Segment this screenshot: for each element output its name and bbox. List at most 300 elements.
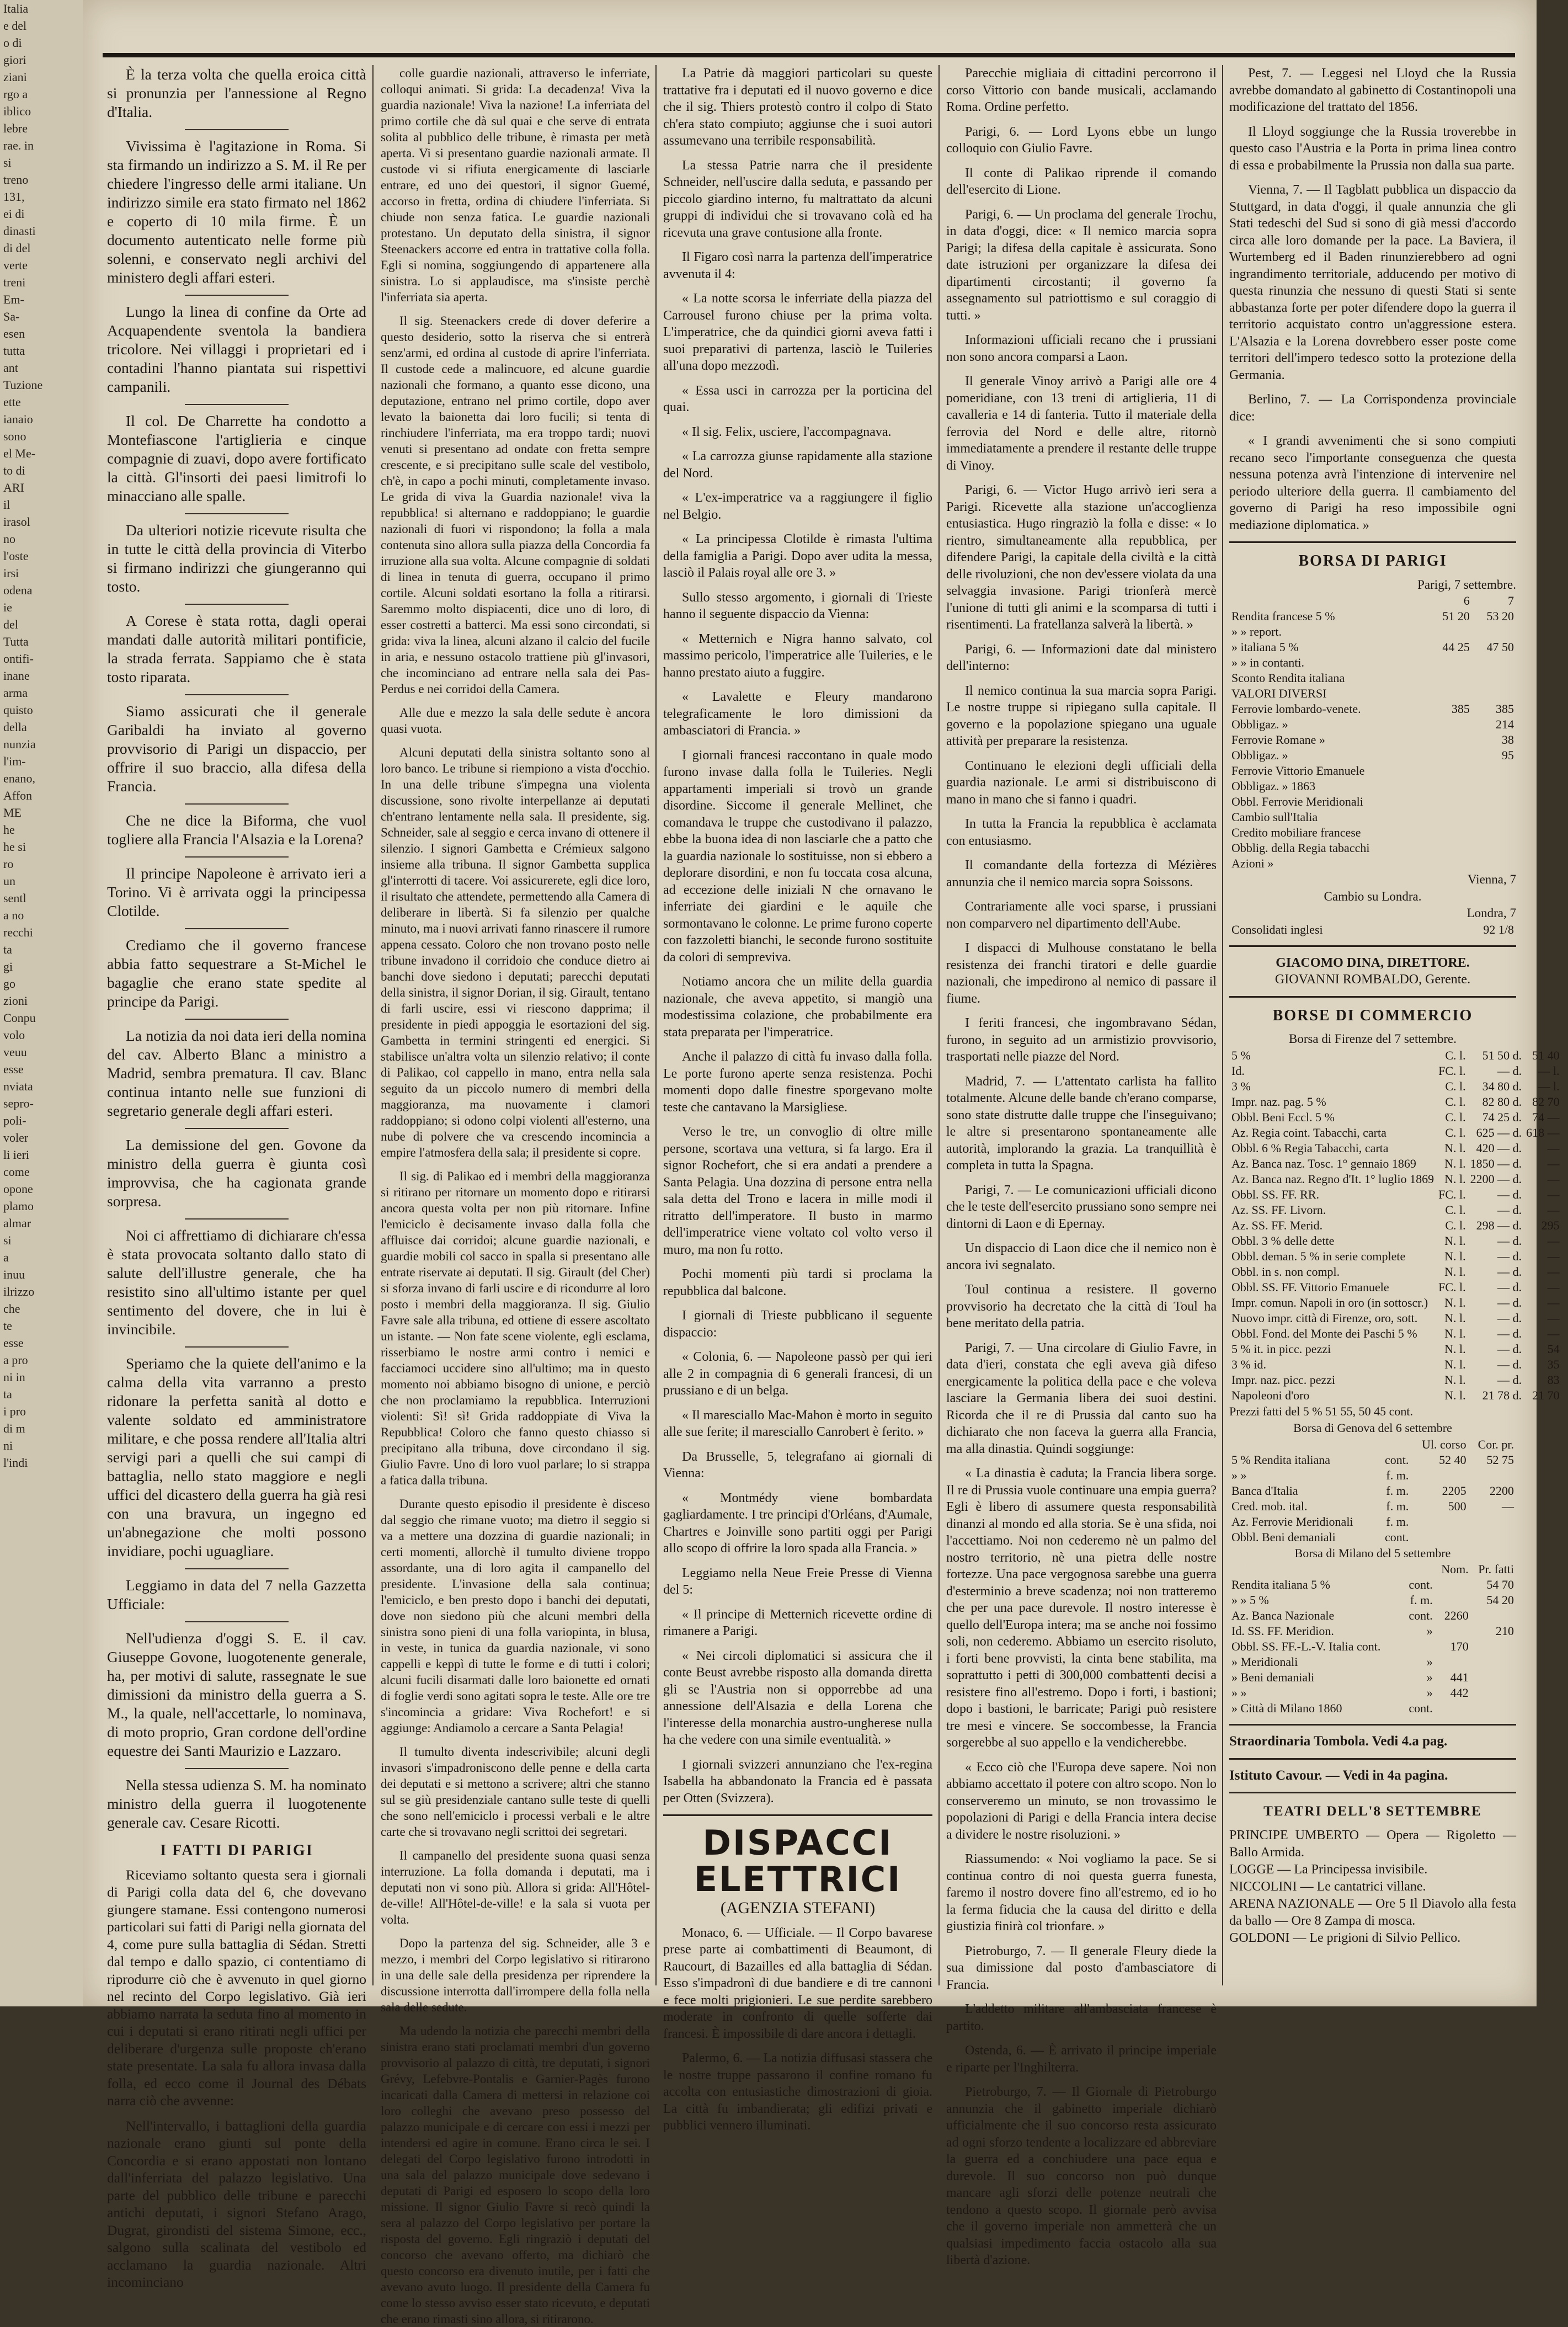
table-row: [1229, 624, 1516, 640]
table-cell: f. m.: [1386, 1483, 1409, 1498]
strip-fragment: ianaio: [3, 412, 33, 426]
table-cell: C. l.: [1445, 1125, 1466, 1139]
table-row: [1229, 1063, 1562, 1079]
milano-table: [1229, 1562, 1516, 1716]
strip-fragment: esse: [3, 1336, 24, 1350]
table-cell: 82 70: [1532, 1094, 1560, 1109]
table-cell: FC. l.: [1438, 1187, 1466, 1201]
theatre-listing: GOLDONI — Le prigioni di Silvio Pellico.: [1229, 1930, 1461, 1945]
table-row: [1229, 1079, 1562, 1094]
table-cell: — d.: [1497, 1341, 1522, 1356]
table-cell: [1472, 686, 1516, 701]
table-cell: [1428, 810, 1472, 825]
table-cell: Az. Banca Nazionale: [1231, 1609, 1335, 1622]
article-paragraph: Informazioni ufficiali recano che i prussiani non sono ancora comparsi a Laon.: [946, 333, 1217, 364]
strip-fragment: to di: [3, 464, 25, 477]
table-row: [1229, 1233, 1562, 1249]
director-credit: GIACOMO DINA, DIRETTORE.: [1276, 955, 1470, 970]
table-cell: Az. Regia coint. Tabacchi, carta: [1231, 1125, 1386, 1139]
table-row: [1229, 794, 1516, 810]
article-paragraph: Nella stessa udienza S. M. ha nominato ministro della guerra il luogotenente generale cav. Cesare Ricotti.: [107, 1776, 366, 1831]
strip-fragment: 131,: [3, 190, 25, 204]
strip-fragment: quisto: [3, 703, 33, 717]
table-cell: [1428, 794, 1472, 810]
strip-fragment: sono: [3, 429, 26, 443]
strip-fragment: ei di: [3, 207, 25, 221]
short-divider: [185, 694, 289, 695]
article-paragraph: Noi ci affrettiamo di dichiarare ch'essa è stata provocata soltanto dallo stato di salute dell'illustre generale, che ha resistito sino all'ultimo istante per quel sentimento del dovere, che in lui è invincibile.: [107, 1227, 366, 1338]
divider: [1229, 1792, 1516, 1793]
article-paragraph: Berlino, 7. — La Corrispondenza provinciale dice:: [1229, 392, 1516, 424]
table-cell: N. l.: [1444, 1141, 1466, 1155]
table-row: [1229, 1295, 1562, 1311]
table-cell: —: [1547, 1172, 1560, 1186]
table-cell: — d.: [1497, 1264, 1522, 1279]
table-header: [1229, 1437, 1516, 1452]
borsa-parigi-title: BORSA DI PARIGI: [1298, 552, 1447, 569]
section-heading: I FATTI DI PARIGI: [160, 1842, 313, 1859]
gerente-credit: GIOVANNI ROMBALDO, Gerente.: [1274, 972, 1471, 987]
prezzi-fatti: Prezzi fatti del 5 % 51 55, 50 45 cont.: [1229, 1404, 1413, 1418]
article-paragraph: Dopo la partenza del sig. Schneider, alle 3 e mezzo, i membri del Corpo legislativo si ritirarono in una delle sale della presidenza per riprendere la discussione interrotta dall'irrompere della folla nella sala delle sedute.: [381, 1936, 650, 2014]
strip-fragment: della: [3, 720, 27, 734]
column-5: [1229, 65, 1560, 1996]
table-cell: 74 25 d.: [1482, 1110, 1522, 1124]
article-paragraph: Verso le tre, un convoglio di oltre mille persone, scortava una vettura, si fa largo. Era il signor Rochefort, che si era andati a prendere a Santa Pelagia. Una dozzina di persone entra nella sala detta del Trono e lacera in mille modi il ritratto dell'imperatore. Il busto in marmo dell'imperatrice viene voltato col volto verso il muro, ma non fu rotto.: [663, 1125, 932, 1257]
consolidati-row: [1229, 922, 1516, 938]
table-row: [1229, 1141, 1562, 1156]
table-cell: [1411, 1468, 1468, 1483]
table-cell: C. l.: [1445, 1110, 1466, 1124]
divider: [1229, 1724, 1516, 1726]
strip-fragment: verte: [3, 258, 28, 272]
londra-cambio: Cambio su Londra.: [1324, 889, 1422, 903]
article-paragraph: Crediamo che il governo francese abbia fatto sequestrare a St-Michel le bagaglie che erano state spedite al principe da Parigi.: [107, 936, 366, 1010]
article-paragraph: Che ne dice la Biforma, che vuol togliere alla Francia l'Alsazia e la Lorena?: [107, 812, 366, 848]
top-rule: [103, 53, 1515, 57]
strip-fragment: go: [3, 977, 15, 991]
article-paragraph: Parigi, 6. — Lord Lyons ebbe un lungo colloquio con Giulio Favre.: [946, 124, 1217, 156]
column-rule: [938, 65, 940, 1985]
table-cell: — d.: [1497, 1311, 1522, 1325]
article-paragraph: Il Figaro così narra la partenza dell'imperatrice avvenuta il 4:: [663, 250, 932, 281]
table-row: [1229, 1110, 1562, 1125]
table-cell: cont.: [1384, 1530, 1409, 1544]
table-cell: Ferrovie lombardo-venete.: [1231, 702, 1361, 716]
column-3: [663, 65, 932, 2133]
short-divider: [185, 928, 289, 929]
table-cell: 1850 — d.: [1470, 1156, 1522, 1170]
article-paragraph: « La carrozza giunse rapidamente alla stazione del Nord.: [663, 449, 932, 481]
short-divider: [185, 604, 289, 605]
table-row: [1229, 1249, 1562, 1264]
table-row: [1229, 1172, 1562, 1187]
table-cell: »: [1426, 1686, 1433, 1700]
table-row: [1229, 1468, 1516, 1483]
table-cell: cont.: [1409, 1609, 1433, 1622]
table-cell: Impr. naz. picc. pezzi: [1231, 1372, 1336, 1387]
table-cell: [1428, 748, 1472, 763]
table-cell: C. l.: [1445, 1094, 1466, 1109]
strip-fragment: l'oste: [3, 549, 29, 563]
article-paragraph: Riceviamo soltanto questa sera i giornali di Parigi colla data del 6, che dovevano giungere stamane. Essi contengono numerosi particolari sui fatti di Parigi nella giornata del 4, come pure sulla battaglia di Sédan. Stretti dal tempo e dallo spazio, ci contentiamo di riprodurre ciò che è avvenuto in quel giorno nel recinto del Corpo legislativo. Già ieri abbiamo narrata la seduta fino al momento in cui i deputati si erano ritirati negli uffici per deliberare d'urgenza sulle proposte ch'erano state presentate. La sala fu allora invasa dalla folla, ed ecco come il Journal des Débats narra ciò che avvenne:: [107, 1866, 366, 2108]
strip-fragment: giori: [3, 53, 26, 67]
article-paragraph: In tutta la Francia la repubblica è acclamata con entusiasmo.: [946, 817, 1217, 848]
table-row: [1229, 840, 1516, 856]
table-row: [1229, 1639, 1516, 1654]
strip-fragment: dinasti: [3, 224, 36, 238]
table-row: [1229, 717, 1516, 732]
table-row: [1229, 1156, 1562, 1172]
table-cell: 385: [1496, 702, 1514, 716]
table-cell: » »: [1231, 1468, 1247, 1482]
strip-fragment: volo: [3, 1028, 25, 1042]
strip-fragment: he: [3, 823, 15, 837]
short-divider: [185, 1128, 289, 1129]
table-cell: Obbl. SS. FF.-L.-V. Italia cont.: [1231, 1639, 1381, 1653]
table-cell: Impr. naz. pag. 5 %: [1231, 1094, 1326, 1109]
table-cell: [1435, 1593, 1471, 1608]
strip-fragment: gi: [3, 960, 13, 973]
table-cell: 52 75: [1486, 1452, 1514, 1467]
article-paragraph: Parigi, 6. — Victor Hugo arrivò ieri sera a Parigi. Ricevette alla stazione un'accoglienza entusiastica. Hugo ringraziò la folla e disse: « Io rientro, simultaneamente alla repubblica, per difendere Parigi, la capitale della civiltà e la città delle rivoluzioni, che non dev'essere violata da una selvaggia invasione. Parigi trionferà mercè l'unione di tutti gli animi e la scomparsa di tutti i risentimenti. La fratellanza salverà la libertà. »: [946, 483, 1217, 632]
table-cell: 5 % Rendita italiana: [1231, 1452, 1330, 1467]
table-row: [1229, 1357, 1562, 1372]
consolidati-label: Consolidati inglesi: [1231, 922, 1323, 936]
article-paragraph: Siamo assicurati che il generale Garibaldi ha inviato al governo provvisorio di Parigi un dispaccio, per offrire il suo braccio, alla difesa della Francia.: [107, 702, 366, 795]
theatre-listing: ARENA NAZIONALE — Ore 5 Il Diavolo alla festa da ballo — Ore 8 Zampa di mosca.: [1229, 1896, 1516, 1928]
table-cell: Obbl. Fond. del Monte dei Paschi 5 %: [1231, 1326, 1417, 1340]
short-divider: [185, 129, 289, 130]
article-paragraph: « Il maresciallo Mac-Mahon è morto in seguito alle sue ferite; il maresciallo Canrobert è ferito. »: [663, 1408, 932, 1439]
article-paragraph: « Colonia, 6. — Napoleone passò per qui ieri alle 2 in compagnia di 6 generali francesi, di un prussiano e di un belga.: [663, 1350, 932, 1398]
strip-fragment: enano,: [3, 771, 36, 785]
strip-fragment: ro: [3, 857, 14, 871]
column-rule: [372, 65, 374, 1985]
table-cell: Az. Banca naz. Regno d'It. 1° luglio 1869: [1231, 1172, 1434, 1186]
short-divider: [185, 1019, 289, 1020]
table-cell: Obbl. deman. 5 % in serie complete: [1231, 1249, 1406, 1263]
strip-fragment: irasol: [3, 515, 30, 529]
table-cell: Sconto Rendita italiana: [1231, 671, 1345, 685]
table-row: [1229, 1483, 1516, 1499]
article-paragraph: Contrariamente alle voci sparse, i prussiani non comparvero nel dipartimento dell'Aube.: [946, 899, 1217, 931]
article-paragraph: Il col. De Charrette ha condotto a Montefiascone l'artiglieria e cinque compagnie di zuavi, dopo avere fortificato la città. Gl'insorti dei paesi limitrofi lo minacciano alle spalle.: [107, 412, 366, 504]
table-cell: Banca d'Italia: [1231, 1483, 1298, 1498]
table-cell: — d.: [1497, 1372, 1522, 1387]
table-cell: [1471, 1701, 1516, 1716]
article-paragraph: È la terza volta che quella eroica città si pronunzia per l'annessione al Regno d'Italia.: [107, 66, 366, 120]
strip-fragment: sentl: [3, 891, 26, 905]
table-row: [1229, 1593, 1516, 1608]
table-cell: —: [1547, 1202, 1560, 1217]
article-paragraph: « Nei circoli diplomatici si assicura che il conte Beust avrebbe risposto alla domanda diretta gli se l'Austria non si opporrebbe ad una annessione dell'Alsazia e della Lorena che l'interesse della monarchia austro-ungherese nulla ha che vedere con una simile eventualità. »: [663, 1648, 932, 1747]
table-cell: f. m.: [1386, 1468, 1409, 1482]
short-divider: [185, 404, 289, 405]
table-row: [1229, 1326, 1562, 1341]
table-row: [1229, 1514, 1516, 1530]
table-cell: 2260: [1444, 1609, 1469, 1622]
table-cell: C. l.: [1445, 1079, 1466, 1093]
article-paragraph: Pest, 7. — Leggesi nel Lloyd che la Russia avrebbe domandato al gabinetto di Costantinopoli una modificazione del trattato del 1856.: [1229, 66, 1516, 114]
table-cell: cont.: [1384, 1452, 1409, 1467]
article-paragraph: « Il principe di Metternich ricevette ordine di rimanere a Parigi.: [663, 1607, 932, 1638]
article-paragraph: Da ulteriori notizie ricevute risulta che in tutte le città della provincia di Viterbo si firmano indirizzi che giungeranno qui tosto.: [107, 521, 366, 595]
table-cell: 295: [1541, 1218, 1560, 1232]
table-cell: [1403, 1639, 1435, 1654]
strip-fragment: l'indi: [3, 1456, 28, 1469]
article-paragraph: Il sig. di Palikao ed i membri della maggioranza si ritirano per ritornare un momento dopo e ritirarsi ancora questa volta per non più ritornare. Infine l'emiciclo è decisamente invaso dalla folla che affluisce dai corridoi; alcune guardie nazionali, e guardie mobili col sacco in spalla si presentano alle entrate riservate ai deputati. Il sig. Girault (del Cher) si sforza invano di farli uscire e di ricondurre al loro posto i membri della maggioranza. Il sig. Giulio Favre sale alla tribuna, ed ottiene di essere ascoltato un istante. — Non fate scene violente, egli esclama, risserbiamo le nostre armi contro i nemici e facciamoci uccidere sino all'ultimo; ma in questo momento noi abbiamo bisogno di unione, e perciò che non proclamiamo la repubblica. Interruzioni violenti: Sì! sì! Grida raddoppiate di Viva la Repubblica! Coloro che fanno questo chiasso si precipitano alla tribuna, dove circondano il sig. Giulio Favre. Uno di loro vuol parlare; lo si strappa a fatica dalla tribuna.: [381, 1169, 650, 1487]
table-row: [1229, 1577, 1516, 1593]
table-cell: [1469, 1468, 1516, 1483]
column-rule: [655, 65, 657, 1985]
table-cell: 38: [1502, 733, 1514, 747]
short-divider: [185, 1768, 289, 1769]
table-cell: » »: [1231, 1686, 1247, 1700]
divider: [1229, 541, 1516, 543]
article-paragraph: Vivissima è l'agitazione in Roma. Si sta firmando un indirizzo a S. M. il Re per chiedere l'ingresso delle armi italiane. Un indirizzo simile era stato firmato nel 1862 e coperto di 10 mila firme. È un documento autenticato nelle forme più solenni, e conservato negli archivi del ministero degli affari esteri.: [107, 137, 366, 286]
table-cell: Cred. mob. ital.: [1231, 1499, 1308, 1513]
strip-fragment: Affon: [3, 789, 33, 802]
article-paragraph: Leggiamo in data del 7 nella Gazzetta Ufficiale:: [107, 1577, 366, 1612]
article-paragraph: Il campanello del presidente suona quasi senza interruzione. La folla domanda i deputati, ma i deputati non vi sono più. Allora si grida: All'Hôtel-de-ville! All'Hôtel-de-ville! e la sala si vuota per volta.: [381, 1849, 650, 1926]
table-cell: [1472, 779, 1516, 794]
divider: [1229, 945, 1516, 947]
article-paragraph: Leggiamo nella Neue Freie Presse di Vienna del 5:: [663, 1565, 932, 1597]
table-row: [1229, 1280, 1562, 1295]
article-paragraph: I feriti francesi, che ingombravano Sédan, furono, in seguito ad un armistizio provvisorio, trasportati nelle piazze del Nord.: [946, 1016, 1217, 1064]
strip-fragment: voler: [3, 1131, 29, 1144]
table-cell: 44 25: [1442, 640, 1470, 654]
strip-fragment: a: [3, 1250, 9, 1264]
table-cell: Obbl. SS. FF. RR.: [1231, 1187, 1320, 1201]
table-cell: Az. SS. FF. Livorn.: [1231, 1202, 1326, 1217]
table-row: [1229, 779, 1516, 794]
table-cell: [1428, 763, 1472, 779]
table-cell: [1428, 717, 1472, 732]
article-paragraph: Parigi, 6. — Informazioni date dal ministero dell'interno:: [946, 642, 1217, 673]
newspaper-page: [83, 0, 1560, 2326]
article-paragraph: Madrid, 7. — L'attentato carlista ha fallito totalmente. Alcune delle bande ch'erano comparse, sono state distrutte dalle truppe che l'inseguivano; le altre si presentarono spontaneamente alle autorità, implorando la grazia. La tranquillità è completa in tutta la Spagna.: [946, 1074, 1217, 1173]
table-row: [1229, 609, 1516, 624]
strip-fragment: tutta: [3, 344, 25, 358]
strip-fragment: nviata: [3, 1079, 33, 1093]
table-row: [1229, 1452, 1516, 1468]
table-cell: — d.: [1497, 1187, 1522, 1201]
article-paragraph: Da Brusselle, 5, telegrafano ai giornali di Vienna:: [663, 1449, 932, 1481]
table-cell: Obbl. Beni Eccl. 5 %: [1231, 1110, 1335, 1124]
article-paragraph: Pochi momenti più tardi si proclama la repubblica dal balcone.: [663, 1267, 932, 1298]
table-cell: cont.: [1409, 1701, 1433, 1715]
strip-fragment: di del: [3, 241, 31, 255]
strip-fragment: e del: [3, 19, 27, 33]
article-paragraph: « Ecco ciò che l'Europa deve sapere. Noi non abbiamo accettato il potere con altro scopo. Non lo conserveremo un minuto, se non trovassimo le popolazioni di Parigi e della Francia intera decise a dividere le nostre risoluzioni. »: [946, 1760, 1217, 1842]
table-row: [1229, 1654, 1516, 1670]
article-paragraph: « Il sig. Felix, usciere, l'accompagnava.: [682, 424, 892, 439]
table-cell: » » report.: [1231, 625, 1282, 638]
strip-fragment: a pro: [3, 1353, 28, 1367]
table-cell: Id. SS. FF. Meridion.: [1231, 1624, 1334, 1638]
column-header: Cor. pr.: [1478, 1437, 1514, 1451]
article-paragraph: I giornali svizzeri annunziano che l'ex-regina Isabella ha abbandonato la Francia ed è passata per Otten (Svizzera).: [663, 1757, 932, 1806]
strip-fragment: el Me-: [3, 446, 36, 460]
article-paragraph: La notizia da noi data ieri della nomina del cav. Alberto Blanc a ministro a Madrid, sembra prematura. Il cav. Blanc continua intanto nelle sue funzioni di segretario generale degli affari esteri.: [107, 1027, 366, 1119]
table-cell: » » 5 %: [1231, 1593, 1269, 1607]
table-cell: [1411, 1530, 1468, 1545]
table-cell: N. l.: [1444, 1326, 1466, 1340]
table-cell: Obbligaz. » 1863: [1231, 779, 1316, 793]
article-paragraph: Speriamo che la quiete dell'animo e la calma della vita varranno a presto ridonare la perfetta sanità al dotto e valente soldato ed amministratore militare, e che possa rendere all'Italia altri servigi pari a quelli che sui campi di battaglia, nello stato maggiore e negli uffici del dicastero della guerra ha già resi con una bravura, un ingegno ed un'abnegazione che molti possono invidiare, pochi uguagliare.: [107, 1355, 366, 1559]
table-cell: » italiana 5 %: [1231, 640, 1299, 654]
short-divider: [185, 803, 289, 805]
strip-fragment: Tutta: [3, 635, 29, 648]
dispatches-subtitle: (AGENZIA STEFANI): [720, 1899, 876, 1917]
table-cell: 2200: [1490, 1483, 1514, 1498]
article-paragraph: Il conte di Palikao riprende il comando dell'esercito di Lione.: [946, 166, 1217, 197]
table-cell: 54: [1547, 1341, 1560, 1356]
table-cell: 618 —: [1526, 1125, 1560, 1139]
column-1: [107, 65, 366, 2290]
table-row: [1229, 1202, 1562, 1218]
strip-fragment: te: [3, 1319, 12, 1333]
table-cell: [1428, 732, 1472, 748]
strip-fragment: ziani: [3, 70, 27, 84]
column-4: [946, 65, 1217, 2267]
column-header: Ul. corso: [1421, 1437, 1466, 1451]
short-divider: [185, 1621, 289, 1622]
article-paragraph: « La principessa Clotilde è rimasta l'ultima della famiglia a Parigi. Dopo aver udita la messa, lasciò il Palais royal alle ore 3. »: [663, 532, 932, 580]
table-cell: —: [1547, 1233, 1560, 1248]
table-cell: [1428, 686, 1472, 701]
strip-fragment: Tuzione: [3, 378, 43, 392]
article-paragraph: Alle due e mezzo la sala delle sedute è ancora quasi vuota.: [381, 706, 650, 736]
table-cell: —: [1547, 1264, 1560, 1279]
article-paragraph: « Essa usci in carrozza per la porticina del quai.: [663, 383, 932, 414]
table-row: [1229, 810, 1516, 825]
table-cell: [1471, 1639, 1516, 1654]
table-row: [1229, 1311, 1562, 1326]
borsa-parigi-table: [1229, 593, 1516, 871]
table-cell: Obbl. Ferrovie Meridionali: [1231, 795, 1363, 808]
strip-fragment: sepro-: [3, 1096, 34, 1110]
table-cell: 385: [1451, 702, 1470, 716]
article-paragraph: I giornali di Trieste pubblicano il seguente dispaccio:: [663, 1308, 932, 1340]
strip-fragment: treno: [3, 173, 29, 187]
article-paragraph: Vienna, 7. — Il Tagblatt pubblica un dispaccio da Stuttgard, in data d'oggi, il quale annunzia che gli Stati tedeschi del Sud si sono di già messi d'accordo circa alle loro domande per la pace. La Baviera, il Wurtemberg ed il Baden rinunzierebbero ad ogni ingrandimento territoriale, adducendo per motivo di questa rinunzia che nessuno di questi Stati si sente abbastanza forte per poter difendere dopo la guerra il territorio acquistato contro un'aggressione estera. L'Alsazia e la Lorena dovrebbero esser poste come territori dell'impero tedesco sotto la protezione della Germania.: [1229, 183, 1516, 382]
table-cell: 3 %: [1231, 1079, 1251, 1093]
article-paragraph: Alcuni deputati della sinistra soltanto sono al loro banco. Le tribune si riempiono a vista d'occhio. In una delle tribune s'impegna una violenta discussione, sono rivolte interpellanze ai deputati ch'entrano lentamente nella sala. Il presidente, sig. Schneider, sale al seggio e cerca invano di ottenere il silenzio. I signori Gambetta e Crémieux salgono insieme alla tribuna. Il signor Gambetta supplica gl'interrotti di tacere. Voi assicurerete, egli dice loro, il risultato che attendete, permettendo alla Camera di deliberare in libertà. Si fa silenzio per qualche minuto, ma i nuovi arrivati fanno rinascere il rumore appena cessato. Coloro che non trovano posto nelle tribune invadono il corridoio che conduce dietro ai banchi dove siedono i deputati; parecchi deputati della sinistra, il signor Dorian, il sig. Girault, tentano di farli uscire, essi vi riescono dapprima; il presidente in piedi appoggia le esortazioni del sig. Gambetta in termini stringenti ed energici. Si stabilisce un'altra volta un silenzio relativo; il conte di Palikao, col cappello in mano, entra nella sala seguito da un piccolo numero di membri della maggioranza, ma nuovamente i clamori raddoppiano; si odono colpi violenti all'esterno, una nube di polvere che va crescendo incomincia a empire l'atmosfera della sala; il presidente si copre.: [381, 746, 650, 1159]
table-cell: — d.: [1497, 1063, 1522, 1078]
strip-fragment: ARI: [3, 481, 24, 494]
strip-fragment: he si: [3, 840, 26, 854]
genova-title: Borsa di Genova del 6 settembre: [1293, 1421, 1452, 1435]
teatri-title: TEATRI DELL'8 SETTEMBRE: [1263, 1804, 1482, 1819]
table-cell: 441: [1450, 1670, 1469, 1684]
table-cell: —: [1547, 1156, 1560, 1170]
table-cell: » » in contanti.: [1231, 656, 1304, 669]
table-row: [1229, 701, 1516, 717]
article-paragraph: Toul continua a resistere. Il governo provvisorio ha decretato che la città di Toul ha bene meritato della patria.: [946, 1282, 1217, 1330]
table-cell: [1428, 655, 1472, 670]
table-cell: Ferrovie Vittorio Emanuele: [1231, 764, 1365, 778]
table-cell: 51 20: [1442, 609, 1470, 623]
article-paragraph: Il tumulto diventa indescrivibile; alcuni degli invasori s'impadroniscono delle penne e della carta dei deputati e si mettono a scrivere; altri che stanno sul se giù presidenziale cantano sulle teste di quelli che sono nell'emiciclo i processi verbali e le altre carte che si trovavano negli scrittoi dei segretari.: [381, 1745, 650, 1839]
table-cell: C. l.: [1445, 1202, 1466, 1217]
table-cell: 170: [1450, 1639, 1469, 1653]
table-cell: Obbl. Beni demaniali: [1231, 1530, 1336, 1544]
strip-fragment: opone: [3, 1182, 33, 1196]
table-cell: 2205: [1442, 1483, 1466, 1498]
strip-fragment: almar: [3, 1216, 31, 1230]
strip-fragment: ie: [3, 600, 12, 614]
table-cell: —: [1547, 1311, 1560, 1325]
strip-fragment: i pro: [3, 1404, 26, 1418]
table-cell: f. m.: [1410, 1593, 1433, 1607]
theatre-listing: PRINCIPE UMBERTO — Opera — Rigoletto — Ballo Armida.: [1229, 1828, 1516, 1860]
table-cell: 82 80 d.: [1482, 1094, 1522, 1109]
article-paragraph: Il generale Vinoy arrivò a Parigi alle ore 4 pomeridiane, con 13 treni di artiglieria, 11 di cavalleria e 14 di fanteria. Tutto il materiale della ferrovia del Nord e delle altre, ritornò immediatamente a prendere il restante delle truppe di Vinoy.: [946, 374, 1217, 473]
firenze-title: Borsa di Firenze del 7 settembre.: [1288, 1032, 1457, 1046]
strip-fragment: rgo a: [3, 87, 28, 101]
table-cell: Napoleoni d'oro: [1231, 1388, 1310, 1402]
table-row: [1229, 1623, 1516, 1639]
table-cell: f. m.: [1386, 1514, 1409, 1529]
strip-fragment: a no: [3, 908, 24, 922]
article-paragraph: « Montmédy viene bombardata gagliardamente. I tre principi d'Orléans, d'Aumale, Chartres e Joinville sono partiti oggi per Parigi allo scopo di offrire la loro spada alla Francia. »: [663, 1490, 932, 1556]
table-cell: N. l.: [1444, 1357, 1466, 1371]
table-cell: Az. Banca naz. Tosc. 1° gennaio 1869: [1231, 1156, 1416, 1170]
table-cell: —: [1547, 1295, 1560, 1309]
table-cell: [1469, 1530, 1516, 1545]
table-cell: Obbl. in s. non compl.: [1231, 1264, 1340, 1279]
table-cell: 5 % it. in picc. pezzi: [1231, 1341, 1331, 1356]
table-row: [1229, 1048, 1562, 1063]
article-paragraph: Parigi, 7. — Le comunicazioni ufficiali dicono che le teste dell'esercito prussiano sono sempre nei dintorni di Laon e di Epernay.: [946, 1183, 1217, 1231]
article-paragraph: Un dispaccio di Laon dice che il nemico non è ancora ivi segnalato.: [946, 1241, 1217, 1272]
strip-fragment: no: [3, 532, 15, 546]
table-cell: 420 — d.: [1476, 1141, 1522, 1155]
strip-fragment: ME: [3, 806, 22, 819]
article-paragraph: I dispacci di Mulhouse constatano le bella resistenza dei franchi tiratori e delle guardie nazionali, che impedirono al nemico di passare il fiume.: [946, 941, 1217, 1006]
table-row: [1229, 1670, 1516, 1685]
article-paragraph: Parecchie migliaia di cittadini percorrono il corso Vittorio con bande musicali, acclamando Roma. Ordine perfetto.: [946, 66, 1217, 114]
table-cell: 53 20: [1486, 609, 1514, 623]
short-divider: [185, 1568, 289, 1569]
table-cell: »: [1426, 1624, 1433, 1638]
table-cell: [1435, 1577, 1471, 1593]
table-row: [1229, 732, 1516, 748]
article-paragraph: Durante questo episodio il presidente è disceso dal seggio che rimane vuoto; ma dietro il seggio si va a mettere una dozzina di guardie nazionali; in certi momenti, allorchè il tumulto diviene troppo assordante, una di loro agita il campanello del presidente. L'invasione della sala continua; l'emiciclo, e ben presto dopo i banchi dei deputati, dove non siedono più che alcuni membri della sinistra sono pieni di una folla variopinta, in blusa, in veste, in tunica da guardia nazionale, vi sono cappelli e keppì di tutte le forme e di tutti i colori; alcuni fucili disarmati dalle loro baionette ed ornati di foglie verdi sono agitati sopra le teste. Alle ore tre s'incomincia a gridare: Viva Rochefort! e si aggiunge: Andiamolo a cercare a Santa Pelagia!: [381, 1497, 650, 1735]
strip-fragment: ant: [3, 361, 18, 375]
table-cell: — d.: [1497, 1280, 1522, 1294]
table-cell: 21 70: [1532, 1388, 1560, 1402]
table-cell: N. l.: [1444, 1264, 1466, 1279]
strip-fragment: odena: [3, 583, 33, 597]
article-paragraph: Il comandante della fortezza di Mézières annunzia che il nemico marcia sopra Soissons.: [946, 858, 1217, 890]
table-cell: [1472, 763, 1516, 779]
short-divider: [185, 1218, 289, 1220]
table-cell: 52 40: [1439, 1452, 1466, 1467]
table-cell: N. l.: [1444, 1372, 1466, 1387]
table-cell: 298 — d.: [1476, 1218, 1522, 1232]
theatre-listing: NICCOLINI — Le cantatrici villane.: [1229, 1879, 1426, 1894]
table-cell: 21 78 d.: [1482, 1388, 1522, 1402]
column-header: Pr. fatti: [1478, 1562, 1514, 1576]
table-row: [1229, 1264, 1562, 1280]
short-divider: [185, 1346, 289, 1348]
article-paragraph: Monaco, 6. — Ufficiale. — Il Corpo bavarese prese parte ai combattimenti di Beaumont, di Raucourt, di Bazailles ed alla battaglia di Sédan. Esso s'impadronì di due bandiere e di tre cannoni e fece molti prigionieri. Le sue perdite sarebbero moderate in confronto di quelle sofferte dai francesi. È impossibile di dare ancora i dettagli.: [663, 1925, 932, 2041]
table-cell: » Città di Milano 1860: [1231, 1701, 1342, 1715]
